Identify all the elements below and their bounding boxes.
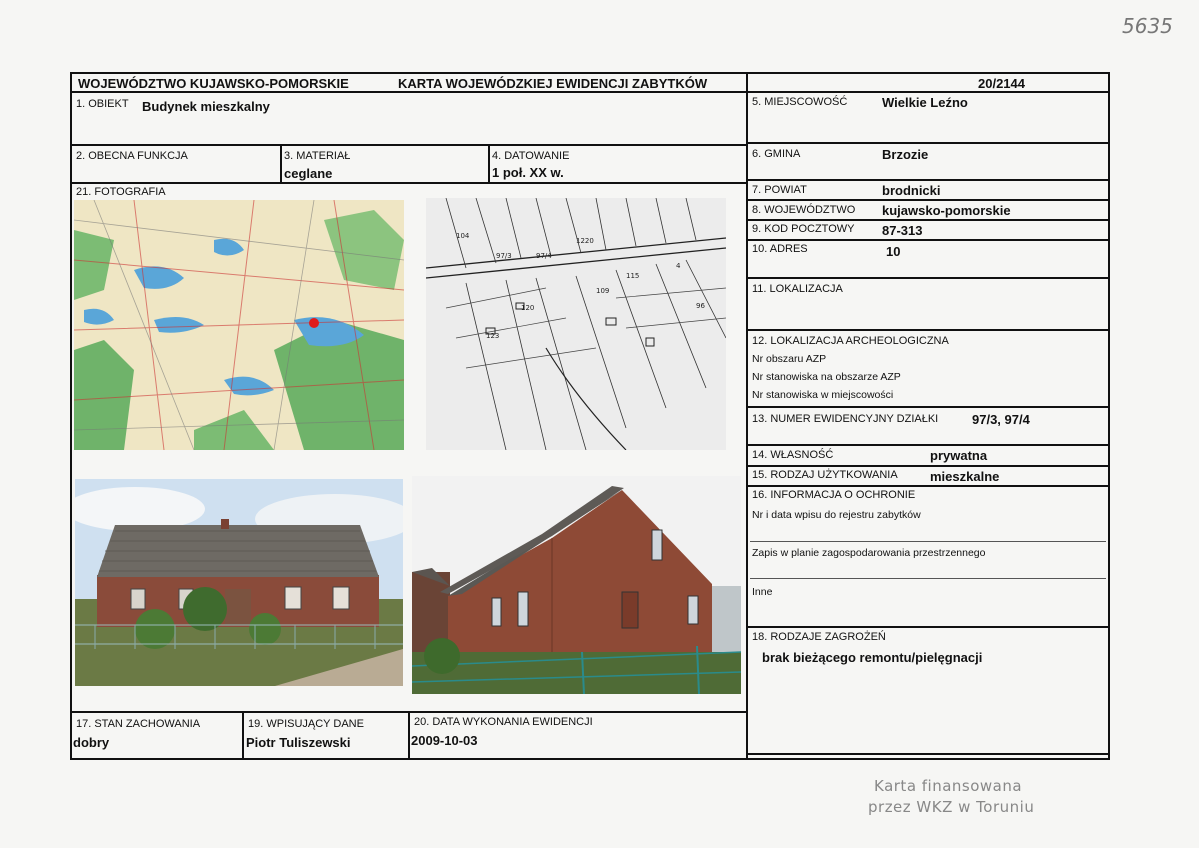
protection-label: 16. INFORMACJA O OCHRONIE xyxy=(752,489,916,501)
plot-number-label: 13. NUMER EWIDENCYJNY DZIAŁKI xyxy=(752,413,939,425)
card-number: 20/2144 xyxy=(978,76,1025,91)
parcel-label: 97/4 xyxy=(536,252,552,260)
locality-value: Wielkie Leźno xyxy=(882,95,968,110)
house-front-photo xyxy=(75,479,403,686)
other-text: Inne xyxy=(752,586,773,598)
parcel-label: 96 xyxy=(696,302,705,310)
voivodeship-header: WOJEWÓDZTWO KUJAWSKO-POMORSKIE xyxy=(78,76,349,91)
parcel-label: 109 xyxy=(596,287,610,295)
district-label: 7. POWIAT xyxy=(752,184,807,196)
material-label: 3. MATERIAŁ xyxy=(284,150,351,162)
record-date-value: 2009-10-03 xyxy=(411,733,478,748)
location-label: 11. LOKALIZACJA xyxy=(752,283,843,295)
locality-label: 5. MIEJSCOWOŚĆ xyxy=(752,96,848,108)
plot-number-value: 97/3, 97/4 xyxy=(972,412,1030,427)
commune-value: Brzozie xyxy=(882,147,929,162)
postal-code-label: 9. KOD POCZTOWY xyxy=(752,223,855,235)
record-date-label: 20. DATA WYKONANIA EWIDENCJI xyxy=(414,716,593,728)
voivodeship-value: kujawsko-pomorskie xyxy=(882,203,1011,218)
card-title: KARTA WOJEWÓDZKIEJ EWIDENCJI ZABYTKÓW xyxy=(398,76,708,91)
parcel-label: 97/3 xyxy=(496,252,512,260)
object-value: Budynek mieszkalny xyxy=(142,99,270,114)
dating-value: 1 poł. XX w. xyxy=(492,165,564,180)
address-value: 10 xyxy=(886,244,901,259)
use-type-label: 15. RODZAJ UŻYTKOWANIA xyxy=(752,469,898,481)
district-value: brodnicki xyxy=(882,183,941,198)
ownership-label: 14. WŁASNOŚĆ xyxy=(752,449,834,461)
spatial-plan-text: Zapis w planie zagospodarowania przestrzennego xyxy=(752,547,986,559)
azp-site-text: Nr stanowiska na obszarze AZP xyxy=(752,371,901,383)
threats-label: 18. RODZAJE ZAGROŻEŃ xyxy=(752,631,886,643)
photography-label: 21. FOTOGRAFIA xyxy=(76,186,166,198)
cadastral-map-image xyxy=(426,198,726,450)
parcel-label: 115 xyxy=(626,272,640,280)
use-type-value: mieszkalne xyxy=(930,469,1000,484)
dating-label: 4. DATOWANIE xyxy=(492,150,570,162)
archive-number: 5635 xyxy=(1122,14,1173,38)
parcel-label: 1220 xyxy=(576,237,594,245)
entered-by-label: 19. WPISUJĄCY DANE xyxy=(248,718,364,730)
material-value: ceglane xyxy=(284,166,333,181)
parcel-label: 123 xyxy=(486,332,500,340)
locality-site-text: Nr stanowiska w miejscowości xyxy=(752,389,894,401)
house-corner-photo xyxy=(412,476,741,694)
parcel-label: 4 xyxy=(676,262,681,270)
azp-area-text: Nr obszaru AZP xyxy=(752,353,827,365)
commune-label: 6. GMINA xyxy=(752,148,801,160)
parcel-label: 104 xyxy=(456,232,470,240)
ownership-value: prywatna xyxy=(930,448,988,463)
object-label: 1. OBIEKT xyxy=(76,98,129,110)
entered-by-value: Piotr Tuliszewski xyxy=(246,735,351,750)
condition-label: 17. STAN ZACHOWANIA xyxy=(76,718,201,730)
topographic-map-image xyxy=(74,200,404,450)
funding-stamp-line2: przez WKZ w Toruniu xyxy=(868,798,1035,816)
archaeological-label: 12. LOKALIZACJA ARCHEOLOGICZNA xyxy=(752,335,949,347)
voivodeship-label: 8. WOJEWÓDZTWO xyxy=(752,204,856,216)
condition-value: dobry xyxy=(73,735,110,750)
parcel-label: 120 xyxy=(521,304,535,312)
register-entry-text: Nr i data wpisu do rejestru zabytków xyxy=(752,509,921,521)
current-function-label: 2. OBECNA FUNKCJA xyxy=(76,150,188,162)
funding-stamp-line1: Karta finansowana xyxy=(874,777,1023,795)
threats-value: brak bieżącego remontu/pielęgnacji xyxy=(762,650,983,665)
postal-code-value: 87-313 xyxy=(882,223,923,238)
address-label: 10. ADRES xyxy=(752,243,808,255)
